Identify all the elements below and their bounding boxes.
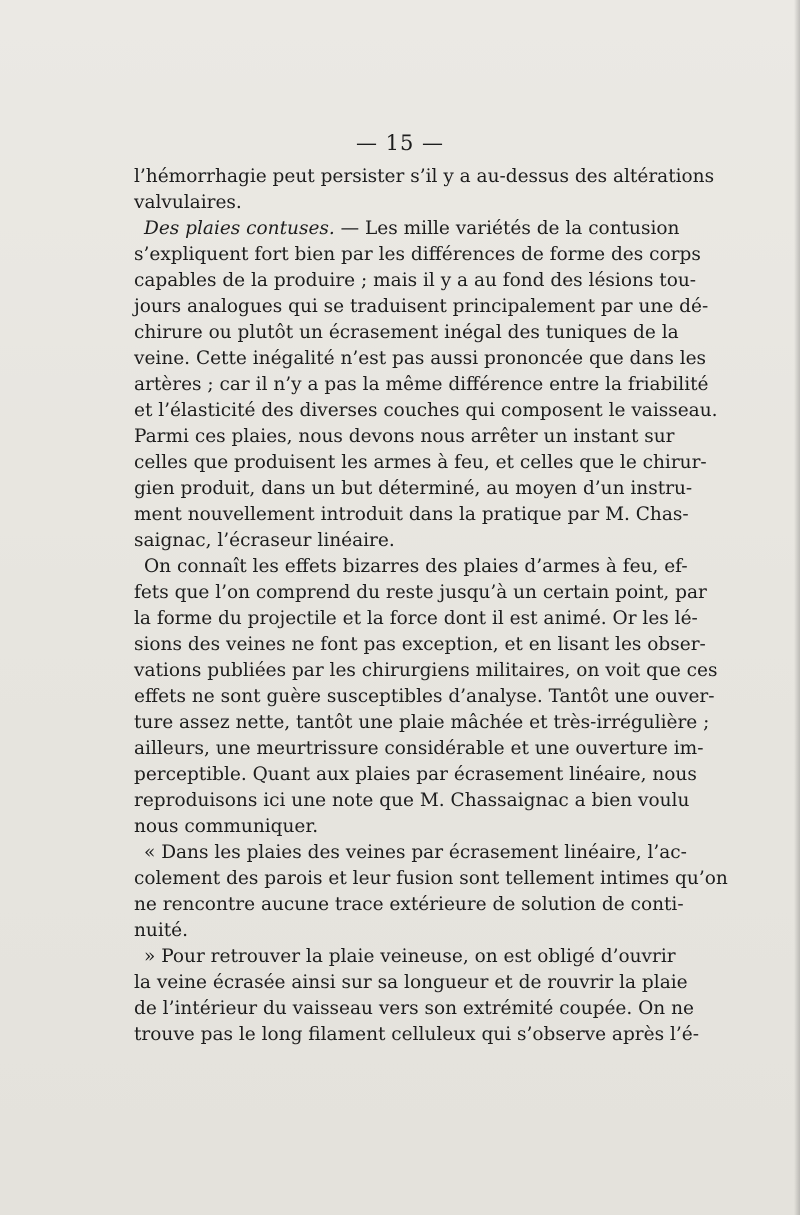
line-text: valvulaires.: [134, 192, 242, 213]
text-line: [134, 658, 718, 684]
line-text: artères ; car il n’y a pas la même différence entre la friabilité: [134, 374, 709, 395]
line-text: l’hémorrhagie peut persister s’il y a au-dessus des altérations: [134, 166, 715, 187]
line-text: veine. Cette inégalité n’est pas aussi prononcée que dans les: [134, 348, 707, 369]
text-line: [134, 684, 715, 710]
text-line: [134, 372, 709, 398]
text-line: [134, 944, 676, 970]
text-line: [134, 788, 690, 814]
page-number: — 15 —: [355, 131, 445, 155]
text-line: [134, 736, 704, 762]
text-line: [134, 398, 718, 424]
line-text: trouve pas le long filament celluleux qui s’observe après l’é-: [134, 1024, 699, 1045]
text-line: [134, 294, 709, 320]
text-line: [134, 346, 707, 372]
text-line: [134, 1022, 699, 1048]
line-text: « Dans les plaies des veines par écrasement linéaire, l’ac-: [144, 842, 687, 863]
text-line: [134, 502, 689, 528]
text-line: [134, 762, 697, 788]
line-text: Parmi ces plaies, nous devons nous arrêter un instant sur: [134, 426, 675, 447]
line-text: saignac, l’écraseur linéaire.: [134, 530, 395, 551]
line-text: ne rencontre aucune trace extérieure de solution de conti-: [134, 894, 684, 915]
line-text: ture assez nette, tantôt une plaie mâchée et très-irrégulière ;: [134, 712, 710, 733]
line-text: nous communiquer.: [134, 816, 319, 837]
text-line: [134, 424, 675, 450]
section-heading: Des plaies contuses.: [144, 218, 335, 239]
text-line: [134, 242, 701, 268]
line-text: s’expliquent fort bien par les différences de forme des corps: [134, 244, 701, 265]
line-text: ment nouvellement introduit dans la pratique par M. Chas-: [134, 504, 689, 525]
text-line: [134, 632, 706, 658]
text-line: [134, 866, 728, 892]
text-line: [134, 476, 693, 502]
text-line: [134, 970, 688, 996]
line-text: reproduisons ici une note que M. Chassaignac a bien voulu: [134, 790, 690, 811]
text-line: [134, 606, 698, 632]
line-text: celles que produisent les armes à feu, et celles que le chirur-: [134, 452, 707, 473]
body-text: [134, 164, 728, 1048]
line-text: chirure ou plutôt un écrasement inégal des tuniques de la: [134, 322, 679, 343]
text-line: [134, 268, 697, 294]
line-text: fets que l’on comprend du reste jusqu’à un certain point, par: [134, 582, 707, 603]
text-line: [134, 814, 640, 840]
line-text: — Les mille variétés de la contusion: [334, 218, 680, 239]
line-text: de l’intérieur du vaisseau vers son extrémité coupée. On ne: [134, 998, 694, 1019]
line-text: » Pour retrouver la plaie veineuse, on est obligé d’ouvrir: [144, 946, 676, 967]
text-line: [134, 710, 710, 736]
line-text: capables de la produire ; mais il y a au fond des lésions tou-: [134, 270, 697, 291]
line-text: vations publiées par les chirurgiens militaires, on voit que ces: [134, 660, 718, 681]
line-text: On connaît les effets bizarres des plaies d’armes à feu, ef-: [144, 556, 688, 577]
text-line: [134, 918, 640, 944]
line-text: la forme du projectile et la force dont il est animé. Or les lé-: [134, 608, 698, 629]
line-text: perceptible. Quant aux plaies par écrasement linéaire, nous: [134, 764, 697, 785]
text-line: [134, 554, 688, 580]
line-text: jours analogues qui se traduisent principalement par une dé-: [134, 296, 709, 317]
text-line: [134, 450, 707, 476]
page-edge-shadow: [794, 0, 800, 1215]
line-text: nuité.: [134, 920, 189, 941]
line-text: colement des parois et leur fusion sont tellement intimes qu’on: [134, 868, 728, 889]
text-line: [134, 892, 684, 918]
text-line: [134, 840, 687, 866]
line-text: effets ne sont guère susceptibles d’analyse. Tantôt une ouver-: [134, 686, 715, 707]
text-line: [134, 580, 707, 606]
line-text: ailleurs, une meurtrissure considérable et une ouverture im-: [134, 738, 704, 759]
text-line: [134, 320, 679, 346]
line-text: la veine écrasée ainsi sur sa longueur et de rouvrir la plaie: [134, 972, 688, 993]
text-line: [134, 216, 680, 242]
line-text: et l’élasticité des diverses couches qui composent le vaisseau.: [134, 400, 718, 421]
text-line: [134, 528, 640, 554]
line-text: gien produit, dans un but déterminé, au moyen d’un instru-: [134, 478, 693, 499]
line-text: sions des veines ne font pas exception, et en lisant les obser-: [134, 634, 706, 655]
text-line: [134, 996, 694, 1022]
text-line: [134, 190, 640, 216]
text-line: [134, 164, 715, 190]
